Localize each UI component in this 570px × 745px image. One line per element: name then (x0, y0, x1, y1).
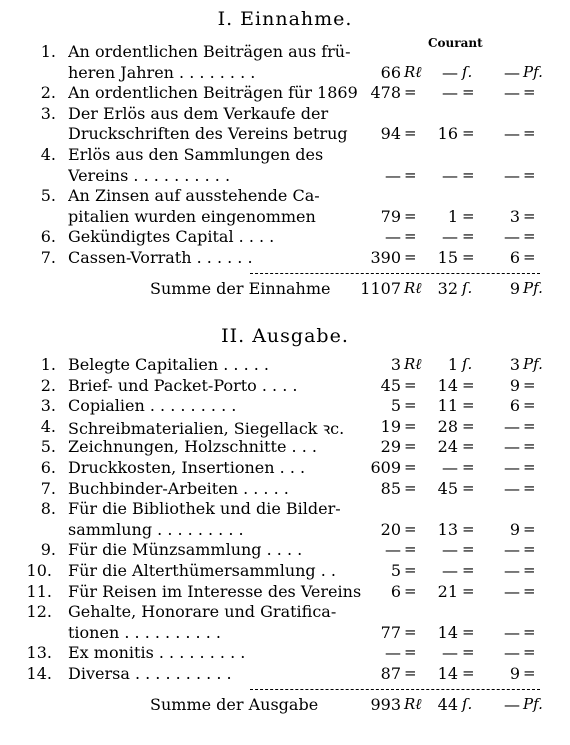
ausgabe-row-thaler: 45 (380, 375, 401, 395)
ausgabe-row-thaler-sep: = (404, 396, 417, 415)
einnahme-row-number: 6. (40, 227, 56, 247)
ausgabe-row-silbergroschen: 13 (437, 519, 458, 539)
einnahme-row-description: Druckschriften des Vereins betrug (68, 124, 348, 144)
einnahme-row-thaler-sep: = (404, 124, 417, 143)
ausgabe-row-thaler-sep: = (404, 540, 417, 559)
ausgabe-row-pfennig-sep: = (523, 643, 536, 662)
einnahme-row-thaler-sep: = (404, 165, 417, 184)
einnahme-row-pfennig: — (504, 227, 520, 247)
einnahme-row (0, 227, 570, 248)
ausgabe-row (0, 417, 570, 438)
einnahme-row-pfennig-sep: = (523, 83, 536, 102)
ausgabe-total-thaler-unit: Rℓ (404, 694, 422, 713)
ausgabe-row-description: Ex monitis . . . . . . . . . (68, 643, 246, 663)
ausgabe-row-pfennig: — (504, 437, 520, 457)
ausgabe-row-pfennig: — (504, 458, 520, 477)
einnahme-total-silbergroschen-unit: ſ. (462, 278, 473, 297)
einnahme-row-thaler-sep: = (404, 83, 417, 102)
ausgabe-row-silbergroschen: 21 (437, 581, 458, 601)
ausgabe-row-silbergroschen-sep: = (462, 643, 475, 662)
ausgabe-row (0, 664, 570, 685)
ausgabe-row-thaler: 87 (380, 664, 401, 683)
ausgabe-row-description: Schreibmaterialien, Siegellack ꝛc. (68, 418, 345, 438)
einnahme-total-thaler: 1107 (360, 278, 401, 298)
ausgabe-total-rule (250, 689, 540, 690)
ausgabe-row-pfennig-sep: = (523, 416, 536, 435)
einnahme-row-pfennig: — (504, 62, 520, 82)
ausgabe-row-description: Brief- und Packet-Porto . . . . (68, 375, 298, 395)
ausgabe-row (0, 437, 570, 458)
ausgabe-row-thaler: 609 (370, 458, 401, 477)
einnahme-title: I. Einnahme. (217, 8, 353, 30)
ausgabe-total-silbergroschen: 44 (437, 694, 458, 714)
einnahme-row-pfennig-sep: = (523, 206, 536, 225)
ausgabe-row-number: 12. (26, 602, 52, 622)
einnahme-row-silbergroschen: — (442, 227, 458, 247)
einnahme-row-description: heren Jahren . . . . . . . . (68, 62, 256, 82)
ausgabe-row-thaler: 5 (390, 561, 401, 580)
ausgabe-row-description: Copialien . . . . . . . . . (68, 396, 237, 416)
einnahme-row-thaler-unit: Rℓ (404, 62, 422, 81)
ausgabe-row (0, 499, 570, 540)
ausgabe-row-pfennig: 9 (509, 519, 520, 539)
einnahme-row-number: 5. (40, 186, 56, 206)
einnahme-row-number: 3. (40, 103, 56, 123)
einnahme-row-silbergroschen: 15 (437, 248, 458, 267)
ausgabe-total-thaler: 993 (370, 694, 401, 714)
ausgabe-row-silbergroschen-sep: = (462, 375, 475, 394)
einnahme-row (0, 186, 570, 227)
einnahme-row-description: Gekündigtes Capital . . . . (68, 227, 275, 247)
einnahme-row-number: 7. (40, 248, 56, 267)
einnahme-row-description: An ordentlichen Beiträgen für 1869 (68, 83, 358, 103)
einnahme-row-thaler: — (385, 227, 401, 247)
ausgabe-total-row (0, 695, 570, 717)
ausgabe-row-number: 8. (40, 499, 56, 519)
ausgabe-row-thaler: — (385, 540, 401, 560)
ausgabe-total-pfennig: — (504, 694, 520, 714)
ausgabe-row-number: 7. (40, 478, 56, 498)
ausgabe-row-number: 6. (40, 458, 56, 477)
currency-header: Courant (428, 36, 483, 50)
ausgabe-row-description: Für die Münzsammlung . . . . (68, 540, 303, 560)
ausgabe-row-pfennig: — (504, 416, 520, 436)
einnahme-row-pfennig: — (504, 124, 520, 144)
ausgabe-row-thaler-sep: = (404, 519, 417, 538)
ausgabe-row-number: 2. (40, 375, 56, 395)
einnahme-row-silbergroschen-sep: = (462, 227, 475, 246)
ausgabe-row-number: 1. (40, 355, 56, 374)
ausgabe-row-silbergroschen: 45 (437, 478, 458, 498)
einnahme-row (0, 83, 570, 104)
ausgabe-row-thaler-unit: Rℓ (404, 355, 422, 373)
einnahme-row-silbergroschen: 1 (447, 206, 458, 226)
ausgabe-total-label: Summe der Ausgabe (150, 694, 319, 714)
ausgabe-total-pfennig-unit: Pf. (523, 694, 543, 713)
ausgabe-row-description: Druckkosten, Insertionen . . . (68, 458, 306, 477)
ausgabe-row (0, 643, 570, 664)
einnahme-total-rule (250, 273, 540, 274)
ausgabe-row-thaler-sep: = (404, 478, 417, 497)
einnahme-row-silbergroschen: — (442, 83, 458, 103)
einnahme-row-thaler: 79 (380, 206, 401, 226)
einnahme-row (0, 145, 570, 186)
ausgabe-row-thaler: 6 (390, 581, 401, 601)
einnahme-row-description: Vereins . . . . . . . . . . (68, 165, 231, 185)
ausgabe-row-pfennig-sep: = (523, 458, 536, 476)
einnahme-row-pfennig-sep: = (523, 124, 536, 143)
ausgabe-row-thaler-sep: = (404, 458, 417, 476)
ausgabe-row-silbergroschen-sep: = (462, 437, 475, 456)
einnahme-row-description: pitalien wurden eingenommen (68, 206, 316, 226)
ausgabe-row-thaler-sep: = (404, 437, 417, 456)
ausgabe-row-number: 13. (26, 643, 52, 663)
ausgabe-row-thaler-sep: = (404, 643, 417, 662)
ausgabe-row-silbergroschen: 1 (447, 355, 458, 374)
ausgabe-row-thaler-sep: = (404, 664, 417, 682)
ausgabe-row-silbergroschen-sep: = (462, 664, 475, 682)
einnahme-row (0, 104, 570, 145)
einnahme-total-pfennig: 9 (509, 278, 520, 298)
ausgabe-row-silbergroschen: 14 (437, 664, 458, 683)
ausgabe-row-thaler-sep: = (404, 581, 417, 600)
ausgabe-row-silbergroschen-sep: = (462, 396, 475, 415)
ausgabe-row-thaler: 77 (380, 622, 401, 642)
ausgabe-row-thaler: 3 (390, 355, 401, 374)
ausgabe-row-description: sammlung . . . . . . . . . (68, 519, 244, 539)
ausgabe-row-description: Buchbinder-Arbeiten . . . . . (68, 478, 289, 498)
ausgabe-row (0, 582, 570, 603)
einnahme-row-pfennig-sep: = (523, 227, 536, 246)
ausgabe-row (0, 355, 570, 376)
ausgabe-row-silbergroschen: 11 (437, 396, 458, 416)
ausgabe-row (0, 561, 570, 582)
ausgabe-row (0, 376, 570, 397)
ausgabe-row-silbergroschen: 24 (437, 437, 458, 457)
ausgabe-row-silbergroschen: 14 (437, 622, 458, 642)
einnahme-row (0, 42, 570, 83)
ausgabe-row-description: tionen . . . . . . . . . . (68, 622, 221, 642)
ausgabe-row-pfennig: 9 (509, 375, 520, 395)
einnahme-row-thaler: 390 (370, 248, 401, 267)
ausgabe-row-thaler-sep: = (404, 375, 417, 394)
einnahme-row-silbergroschen-sep: = (462, 248, 475, 266)
ausgabe-row-description: Gehalte, Honorare und Gratifica- (68, 602, 337, 622)
ausgabe-row-description: Diversa . . . . . . . . . . (68, 664, 232, 683)
einnahme-row-silbergroschen: 16 (437, 124, 458, 144)
ausgabe-row-silbergroschen-sep: = (462, 561, 475, 579)
einnahme-row-pfennig: 6 (509, 248, 520, 267)
ausgabe-row-number: 14. (26, 664, 52, 683)
einnahme-row-silbergroschen-sep: = (462, 206, 475, 225)
einnahme-row-thaler-sep: = (404, 227, 417, 246)
ausgabe-row-thaler-sep: = (404, 561, 417, 579)
einnahme-row-thaler-sep: = (404, 206, 417, 225)
einnahme-row-number: 1. (40, 42, 56, 61)
ausgabe-row (0, 458, 570, 479)
ausgabe-row-thaler: — (385, 643, 401, 663)
ausgabe-row-pfennig: — (504, 478, 520, 498)
ausgabe-row-pfennig-sep: = (523, 437, 536, 456)
ausgabe-row-silbergroschen-sep: = (462, 478, 475, 497)
ausgabe-row-pfennig-sep: = (523, 540, 536, 559)
ausgabe-row-pfennig: — (504, 581, 520, 601)
ausgabe-row-silbergroschen: — (442, 561, 458, 580)
einnahme-row-thaler: 94 (380, 124, 401, 144)
ausgabe-row-description: Für Reisen im Interesse des Vereins (68, 581, 362, 601)
einnahme-row-number: 2. (40, 83, 56, 103)
einnahme-row-thaler-sep: = (404, 248, 417, 266)
ausgabe-row-pfennig-sep: = (523, 396, 536, 415)
ausgabe-row-number: 5. (40, 437, 56, 457)
ausgabe-row-silbergroschen-sep: = (462, 622, 475, 641)
ausgabe-row-silbergroschen: 14 (437, 375, 458, 395)
einnahme-total-pfennig-unit: Pf. (523, 278, 543, 297)
einnahme-row-silbergroschen-sep: = (462, 83, 475, 102)
einnahme-row-pfennig: — (504, 83, 520, 103)
ausgabe-row-number: 3. (40, 396, 56, 416)
ausgabe-row-silbergroschen-sep: = (462, 416, 475, 435)
ausgabe-row-number: 11. (26, 581, 52, 601)
ausgabe-row-pfennig-sep: = (523, 375, 536, 394)
einnahme-row-description: An Zinsen auf ausstehende Ca- (68, 186, 320, 206)
ausgabe-row-description: Zeichnungen, Holzschnitte . . . (68, 437, 317, 457)
ausgabe-row-pfennig-sep: = (523, 581, 536, 600)
einnahme-row-pfennig: 3 (509, 206, 520, 226)
ausgabe-row-silbergroschen: — (442, 540, 458, 560)
ausgabe-row-pfennig: 9 (509, 664, 520, 683)
ausgabe-row-silbergroschen-sep: = (462, 540, 475, 559)
ausgabe-row-silbergroschen: — (442, 458, 458, 477)
einnahme-total-row (0, 279, 570, 301)
ausgabe-total-silbergroschen-unit: ſ. (462, 694, 473, 713)
ausgabe-row-thaler-sep: = (404, 622, 417, 641)
ausgabe-row-thaler: 20 (380, 519, 401, 539)
ausgabe-row-pfennig-unit: Pf. (523, 355, 543, 373)
ausgabe-row-pfennig: — (504, 561, 520, 580)
ausgabe-row-pfennig-sep: = (523, 561, 536, 579)
ausgabe-row (0, 602, 570, 643)
einnahme-row-silbergroschen-sep: = (462, 165, 475, 184)
ausgabe-row-silbergroschen-sep: = (462, 458, 475, 476)
ausgabe-row-thaler: 19 (380, 416, 401, 436)
einnahme-total-silbergroschen: 32 (437, 278, 458, 298)
ausgabe-row-pfennig: 6 (509, 396, 520, 416)
ausgabe-row-description: Für die Bibliothek und die Bilder- (68, 499, 341, 519)
ausgabe-row-silbergroschen-sep: = (462, 519, 475, 538)
einnahme-row-description: Der Erlös aus dem Verkaufe der (68, 103, 329, 123)
einnahme-row-silbergroschen: — (442, 165, 458, 185)
einnahme-row (0, 248, 570, 269)
einnahme-row-thaler: — (385, 165, 401, 185)
ausgabe-row-pfennig-sep: = (523, 478, 536, 497)
einnahme-row-thaler: 66 (380, 62, 401, 82)
einnahme-row-description: An ordentlichen Beiträgen aus frü- (68, 42, 351, 61)
ausgabe-row (0, 396, 570, 417)
ausgabe-row-pfennig-sep: = (523, 664, 536, 682)
ausgabe-row (0, 479, 570, 500)
ausgabe-title: II. Ausgabe. (221, 325, 349, 347)
ausgabe-row-description: Für die Alterthümersammlung . . (68, 561, 337, 580)
einnahme-row-pfennig-sep: = (523, 248, 536, 266)
ausgabe-row-thaler: 85 (380, 478, 401, 498)
einnahme-row-pfennig: — (504, 165, 520, 185)
ausgabe-row-number: 4. (40, 416, 56, 436)
ausgabe-row-pfennig: — (504, 622, 520, 642)
ausgabe-row (0, 540, 570, 561)
ausgabe-row-thaler-sep: = (404, 416, 417, 435)
ausgabe-row-silbergroschen-sep: = (462, 581, 475, 600)
ausgabe-row-pfennig-sep: = (523, 622, 536, 641)
ausgabe-row-number: 10. (26, 561, 52, 580)
ausgabe-row-description: Belegte Capitalien . . . . . (68, 355, 270, 374)
einnahme-row-thaler: 478 (370, 83, 401, 103)
ausgabe-row-silbergroschen: 28 (437, 416, 458, 436)
einnahme-row-silbergroschen-sep: = (462, 124, 475, 143)
einnahme-row-silbergroschen: — (442, 62, 458, 82)
ausgabe-row-thaler: 29 (380, 437, 401, 457)
ausgabe-row-pfennig: 3 (509, 355, 520, 374)
ausgabe-row-thaler: 5 (390, 396, 401, 416)
einnahme-row-description: Cassen-Vorrath . . . . . . (68, 248, 253, 267)
einnahme-row-pfennig-sep: = (523, 165, 536, 184)
ausgabe-row-pfennig-sep: = (523, 519, 536, 538)
ausgabe-row-silbergroschen: — (442, 643, 458, 663)
einnahme-total-thaler-unit: Rℓ (404, 278, 422, 297)
ausgabe-row-number: 9. (40, 540, 56, 560)
ausgabe-row-pfennig: — (504, 540, 520, 560)
einnahme-row-pfennig-unit: Pf. (523, 62, 543, 81)
ausgabe-row-pfennig: — (504, 643, 520, 663)
einnahme-row-silbergroschen-unit: ſ. (462, 62, 473, 81)
einnahme-row-description: Erlös aus den Sammlungen des (68, 145, 324, 164)
ausgabe-row-silbergroschen-unit: ſ. (462, 355, 473, 373)
einnahme-row-number: 4. (40, 145, 56, 164)
einnahme-total-label: Summe der Einnahme (150, 278, 331, 298)
